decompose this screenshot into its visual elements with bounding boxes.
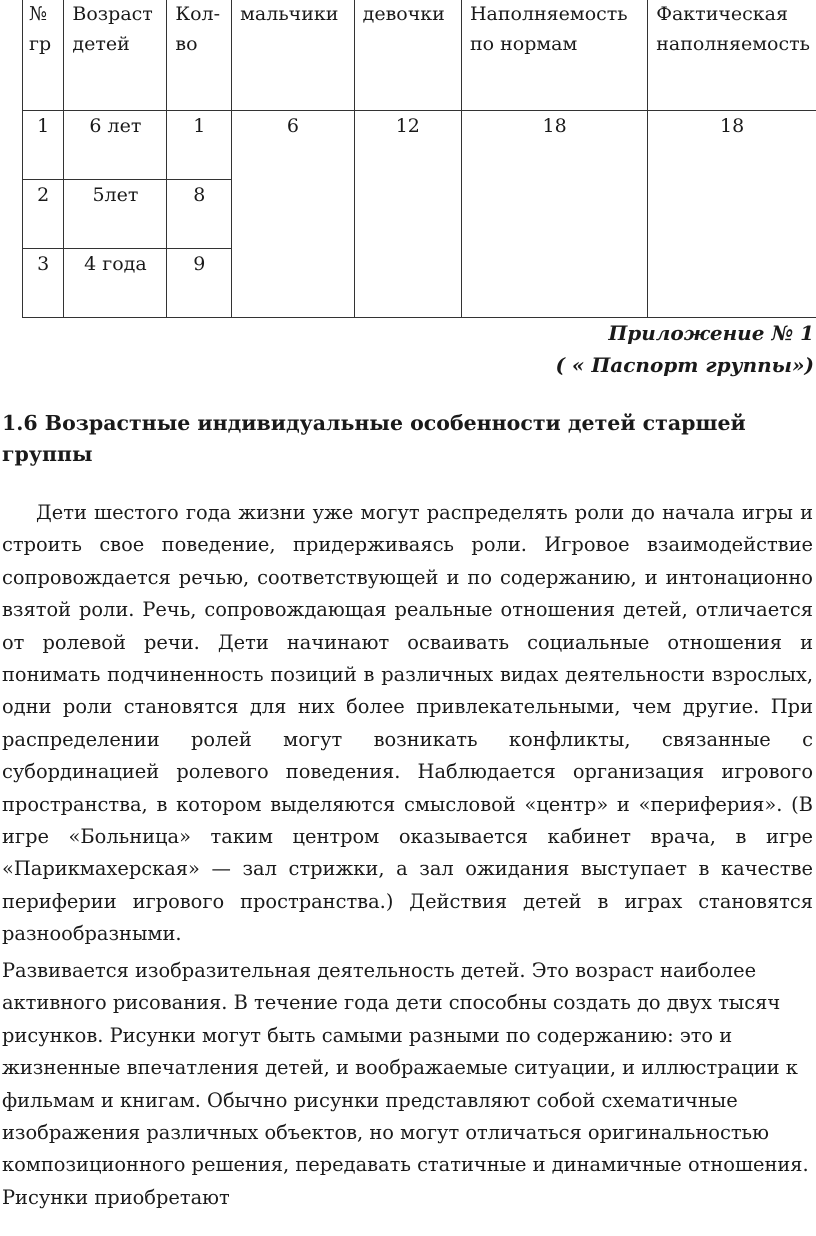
appendix-caption: Приложение № 1 xyxy=(608,321,814,345)
header-text: девочки xyxy=(362,3,445,25)
header-text: мальчики xyxy=(240,3,339,25)
cell-count: 1 xyxy=(167,111,232,180)
header-cell-count xyxy=(167,0,232,111)
header-text: № xyxy=(29,3,47,25)
cell-age: 5лет xyxy=(64,180,167,249)
header-cell-group-number xyxy=(23,0,64,111)
cell-count: 9 xyxy=(167,249,232,318)
header-text: Наполняемость xyxy=(469,3,628,25)
header-cell-boys xyxy=(232,0,355,111)
cell-boys: 6 xyxy=(232,111,355,318)
cell-group-number: 3 xyxy=(23,249,64,318)
cell-norm-capacity: 18 xyxy=(461,111,647,318)
header-cell-actual-capacity xyxy=(648,0,816,111)
section-heading: 1.6 Возрастные индивидуальные особенности детей старшей группы xyxy=(2,411,746,466)
header-text: Кол- xyxy=(175,3,221,25)
cell-age: 6 лет xyxy=(64,111,167,180)
header-cell-age xyxy=(64,0,167,111)
header-cell-norm-capacity xyxy=(461,0,647,111)
header-cell-girls xyxy=(354,0,461,111)
cell-actual-capacity: 18 xyxy=(648,111,816,318)
appendix-subcaption: ( « Паспорт группы») xyxy=(555,353,814,377)
table-row xyxy=(23,111,816,180)
header-text: детей xyxy=(72,33,130,55)
header-text: Возраст xyxy=(72,3,153,25)
header-text: гр xyxy=(29,33,52,55)
cell-age: 4 года xyxy=(64,249,167,318)
table-header-row xyxy=(23,0,816,111)
header-text: по нормам xyxy=(469,33,578,55)
cell-count: 8 xyxy=(167,180,232,249)
header-text: Фактическая xyxy=(656,3,788,25)
header-text: наполняемость xyxy=(656,33,810,55)
header-text: во xyxy=(175,33,198,55)
group-passport-table xyxy=(22,0,816,318)
cell-group-number: 2 xyxy=(23,180,64,249)
body-paragraph: Дети шестого года жизни уже могут распределять роли до начала игры и строить свое поведение, придерживаясь роли. Игровое взаимодействие сопровождается речью, соответствующей и по содержанию, и интонационно взятой роли. Речь, сопровождающая реальные отношения детей, отличается от ролевой речи. Дети начинают осваивать социальные отношения и понимать подчиненность позиций в различных видах деятельности взрослых, одни роли становятся для них более привлекательными, чем другие. При распределении ролей могут возникать конфликты, связанные с субординацией ролевого поведения. Наблюдается организация игрового пространства, в котором выделяются смысловой «центр» и «периферия». (В игре «Больница» таким центром оказывается кабинет врача, в игре «Парикмахерская» — зал стрижки, а зал ожидания выступает в качестве периферии игрового пространства.) Действия детей в играх становятся разнообразными. xyxy=(2,501,813,946)
cell-group-number: 1 xyxy=(23,111,64,180)
body-paragraph: Развивается изобразительная деятельность детей. Это возраст наиболее активного рисования. В течение года дети способны создать до двух тысяч рисунков. Рисунки могут быть самыми разными по содержанию: это и жизненные впечатления детей, и воображаемые ситуации, и иллюстрации к фильмам и книгам. Обычно рисунки представляют собой схематичные изображения различных объектов, но могут отличаться оригинальностью композиционного решения, передавать статичные и динамичные отношения. Рисунки приобретают xyxy=(2,959,809,1209)
cell-girls: 12 xyxy=(354,111,461,318)
